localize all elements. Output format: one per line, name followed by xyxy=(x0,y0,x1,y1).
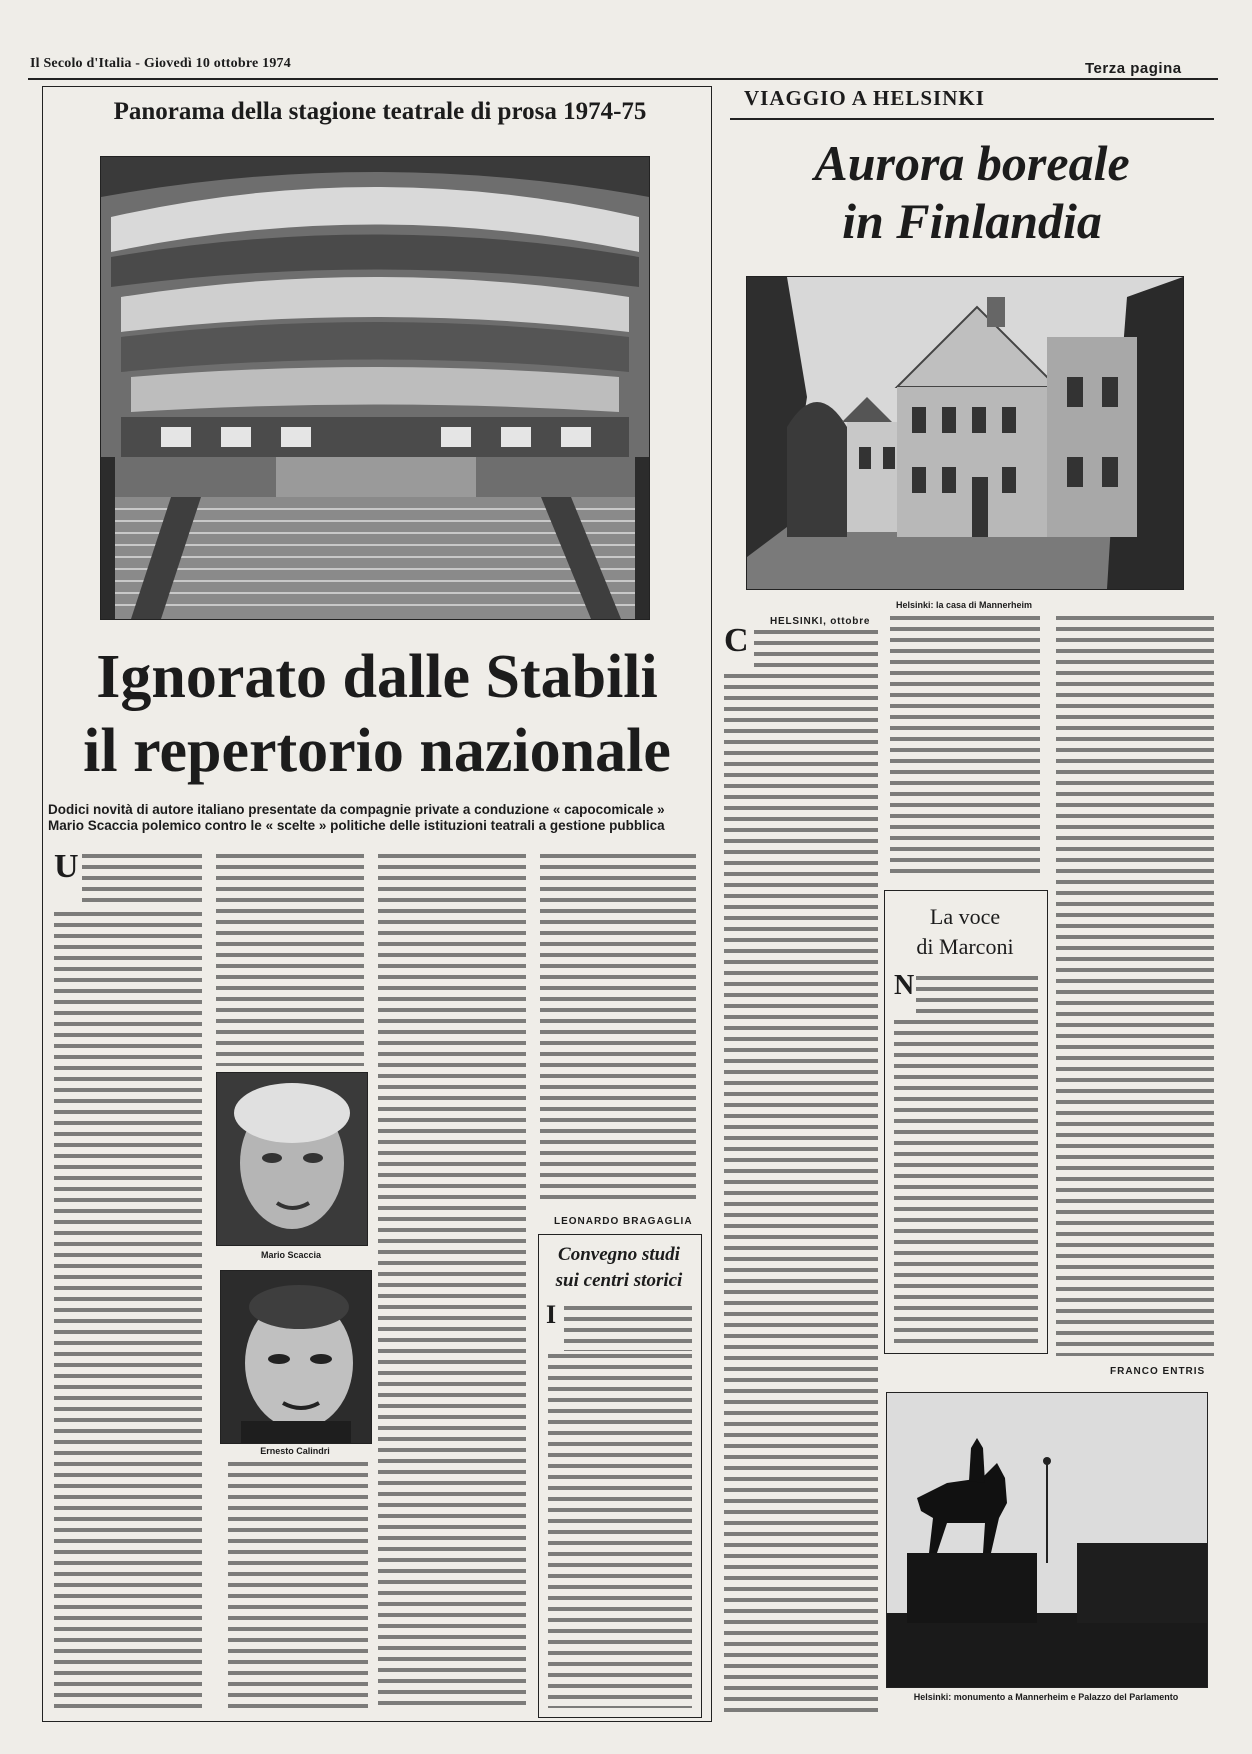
right-dateline: HELSINKI, ottobre xyxy=(770,616,871,627)
right-col2-text xyxy=(890,616,1040,880)
theater-photo xyxy=(100,156,650,620)
marconi-dropcap: N xyxy=(894,970,915,1001)
house-illustration xyxy=(747,277,1183,589)
left-title-line2: il repertorio nazionale xyxy=(83,717,671,785)
left-col1-text xyxy=(82,854,202,909)
portrait-calindri-caption: Ernesto Calindri xyxy=(260,1446,330,1456)
left-subtitle: Dodici novità di autore italiano presentate da compagnie private a conduzione « capocomicale » Mario Scaccia polemico contro le « scelte » politiche delle istituzioni teatrali a gestione pubblica xyxy=(48,802,665,833)
convegno-title-line1: Convegno studi xyxy=(558,1244,680,1265)
mannerheim-house-caption: Helsinki: la casa di Mannerheim xyxy=(895,600,1033,610)
right-col1-text-lower xyxy=(724,674,878,1714)
left-col4-text xyxy=(540,854,696,1206)
mannerheim-monument-caption: Helsinki: monumento a Mannerheim e Palazzo del Parlamento xyxy=(913,1692,1179,1702)
masthead-section: Terza pagina xyxy=(1085,60,1182,77)
marconi-text-lower xyxy=(894,1020,1038,1344)
right-title-line2: in Finlandia xyxy=(842,193,1102,249)
right-kicker-rule xyxy=(730,118,1214,120)
left-kicker: Panorama della stagione teatrale di prosa 1974-75 xyxy=(113,98,647,125)
left-col2-text xyxy=(216,854,364,1066)
mannerheim-house-photo xyxy=(746,276,1184,590)
portrait-scaccia xyxy=(216,1072,368,1246)
right-byline: FRANCO ENTRIS xyxy=(1110,1366,1206,1377)
mannerheim-monument-photo xyxy=(886,1392,1208,1688)
left-title-line1: Ignorato dalle Stabili xyxy=(96,643,658,711)
convegno-text-lower xyxy=(548,1354,692,1708)
convegno-title-line2: sui centri storici xyxy=(555,1270,683,1291)
portrait-calindri-illustration xyxy=(221,1271,371,1443)
right-title-line1: Aurora boreale xyxy=(814,135,1130,191)
left-col1-text-lower xyxy=(54,912,202,1712)
monument-illustration xyxy=(887,1393,1207,1687)
left-dropcap: U xyxy=(54,848,79,885)
right-col3-text xyxy=(1056,616,1214,1356)
convegno-text xyxy=(564,1306,692,1351)
masthead-rule xyxy=(28,78,1218,80)
portrait-scaccia-caption: Mario Scaccia xyxy=(260,1250,322,1260)
convegno-dropcap: I xyxy=(546,1300,557,1329)
right-kicker: VIAGGIO A HELSINKI xyxy=(744,86,985,110)
marconi-text xyxy=(916,976,1038,1016)
portrait-calindri xyxy=(220,1270,372,1444)
marconi-title-line1: La voce xyxy=(929,904,1001,929)
left-col3-text xyxy=(378,854,526,1712)
portrait-scaccia-illustration xyxy=(217,1073,367,1245)
masthead-date: Il Secolo d'Italia - Giovedì 10 ottobre 1974 xyxy=(30,56,291,71)
theater-illustration xyxy=(101,157,649,619)
left-byline: LEONARDO BRAGAGLIA xyxy=(554,1216,693,1227)
right-col1-text xyxy=(754,630,878,670)
left-col2-text-lower xyxy=(228,1462,368,1712)
marconi-title-line2: di Marconi xyxy=(916,934,1014,959)
right-dropcap: C xyxy=(724,622,749,659)
